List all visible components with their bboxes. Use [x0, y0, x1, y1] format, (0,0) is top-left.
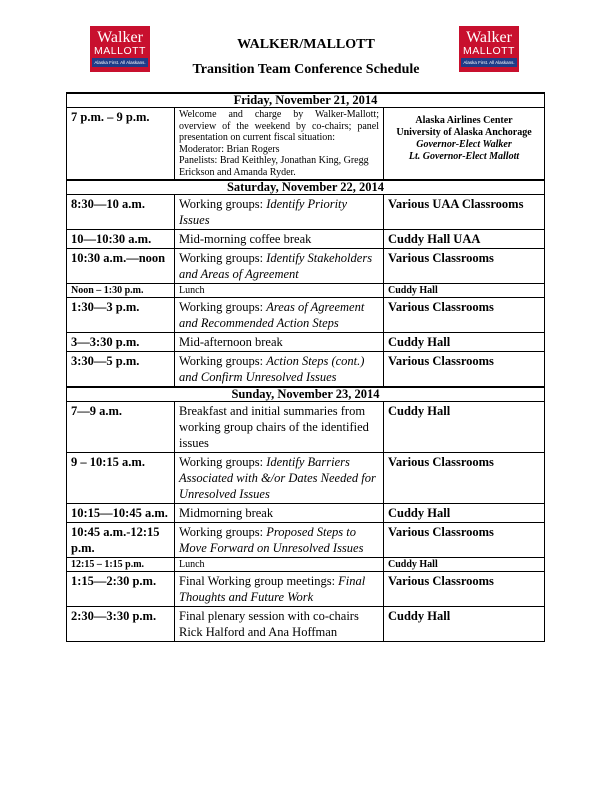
- page-title: WALKER/MALLOTT: [237, 37, 375, 52]
- host-governor: Governor-Elect Walker: [416, 139, 512, 150]
- session-label: Working groups:: [179, 300, 267, 314]
- schedule-row: [67, 607, 545, 642]
- day-header-saturday: Saturday, November 22, 2014: [67, 180, 545, 195]
- time-cell: 10:15—10:45 a.m.: [67, 504, 175, 523]
- schedule-row: [67, 333, 545, 352]
- logo-name-top: Walker: [466, 29, 512, 46]
- location-cell: Various UAA Classrooms: [384, 195, 545, 230]
- time-cell: 7 p.m. – 9 p.m.: [67, 108, 175, 181]
- session-cell: [175, 572, 384, 607]
- session-cell: [175, 249, 384, 284]
- session-description: Welcome and charge by Walker-Mallott; overview of the weekend by co-chairs; panel presentation on current fiscal situation:: [179, 109, 379, 143]
- schedule-row: [67, 195, 545, 230]
- time-cell: 8:30—10 a.m.: [67, 195, 175, 230]
- session-cell: [175, 352, 384, 388]
- schedule-row: [67, 402, 545, 453]
- venue-institution: University of Alaska Anchorage: [396, 127, 532, 138]
- session-label: Working groups:: [179, 525, 267, 539]
- schedule-row: [67, 249, 545, 284]
- location-cell: Cuddy Hall: [384, 504, 545, 523]
- session-cell: Midmorning break: [175, 504, 384, 523]
- location-cell: Cuddy Hall: [384, 558, 545, 572]
- location-cell: Cuddy Hall: [384, 402, 545, 453]
- day-header-row: [67, 180, 545, 195]
- logo-name-bottom: MALLOTT: [463, 45, 515, 57]
- time-cell: 1:30—3 p.m.: [67, 298, 175, 333]
- schedule-row: [67, 572, 545, 607]
- session-cell: [175, 523, 384, 558]
- location-cell: Cuddy Hall: [384, 333, 545, 352]
- session-cell: [175, 108, 384, 181]
- schedule-row: [67, 352, 545, 388]
- time-cell: 3:30—5 p.m.: [67, 352, 175, 388]
- location-cell: Various Classrooms: [384, 298, 545, 333]
- schedule-row: [67, 453, 545, 504]
- session-cell: Final plenary session with co-chairs Rick Halford and Ana Hoffman: [175, 607, 384, 642]
- schedule-row: [67, 284, 545, 298]
- location-cell: Cuddy Hall: [384, 284, 545, 298]
- session-panelists: Panelists: Brad Keithley, Jonathan King, Gregg Erickson and Amanda Ryder.: [179, 155, 369, 178]
- schedule-row: [67, 504, 545, 523]
- session-cell: [175, 298, 384, 333]
- time-cell: 10:45 a.m.-12:15 p.m.: [67, 523, 175, 558]
- schedule-row: [67, 523, 545, 558]
- schedule-row: [67, 298, 545, 333]
- location-cell: Various Classrooms: [384, 249, 545, 284]
- page-subtitle: Transition Team Conference Schedule: [192, 62, 420, 77]
- logo-tagline: Alaska First. All Alaskans.: [461, 58, 517, 67]
- day-header-row: [67, 387, 545, 402]
- location-cell: Various Classrooms: [384, 572, 545, 607]
- session-topic: Identify Priority Issues: [179, 197, 348, 227]
- day-header-friday: Friday, November 21, 2014: [67, 93, 545, 108]
- session-label: Working groups:: [179, 455, 267, 469]
- session-moderator: Moderator: Brian Rogers: [179, 143, 280, 155]
- session-label: Working groups:: [179, 354, 267, 368]
- time-cell: 7—9 a.m.: [67, 402, 175, 453]
- time-cell: 12:15 – 1:15 p.m.: [67, 558, 175, 572]
- session-cell: Lunch: [175, 284, 384, 298]
- session-label: Final Working group meetings:: [179, 574, 339, 588]
- time-cell: 2:30—3:30 p.m.: [67, 607, 175, 642]
- logo-name-bottom: MALLOTT: [94, 45, 146, 57]
- schedule-table: [66, 92, 545, 642]
- session-topic: Identify Stakeholders and Areas of Agreement: [179, 251, 373, 281]
- session-cell: Mid-morning coffee break: [175, 230, 384, 249]
- time-cell: 9 – 10:15 a.m.: [67, 453, 175, 504]
- location-cell: Various Classrooms: [384, 352, 545, 388]
- session-topic: Action Steps (cont.) and Confirm Unresolved Issues: [179, 354, 365, 384]
- day-header-row: [67, 93, 545, 108]
- location-cell: Various Classrooms: [384, 453, 545, 504]
- time-cell: 10:30 a.m.—noon: [67, 249, 175, 284]
- schedule-row: [67, 108, 545, 181]
- time-cell: Noon – 1:30 p.m.: [67, 284, 175, 298]
- day-header-sunday: Sunday, November 23, 2014: [67, 387, 545, 402]
- schedule-row: [67, 558, 545, 572]
- session-topic: Final Thoughts and Future Work: [179, 574, 366, 604]
- time-cell: 1:15—2:30 p.m.: [67, 572, 175, 607]
- schedule-row: [67, 230, 545, 249]
- session-cell: [175, 195, 384, 230]
- session-cell: [175, 453, 384, 504]
- session-cell: Lunch: [175, 558, 384, 572]
- session-topic: Areas of Agreement and Recommended Action Steps: [179, 300, 365, 330]
- time-cell: 10—10:30 a.m.: [67, 230, 175, 249]
- location-cell: Cuddy Hall: [384, 607, 545, 642]
- session-label: Working groups:: [179, 197, 267, 211]
- session-cell: Breakfast and initial summaries from working group chairs of the identified issues: [175, 402, 384, 453]
- location-cell: Cuddy Hall UAA: [384, 230, 545, 249]
- host-lt-governor: Lt. Governor-Elect Mallott: [408, 151, 520, 162]
- location-cell: [384, 108, 545, 181]
- session-cell: Mid-afternoon break: [175, 333, 384, 352]
- session-label: Working groups:: [179, 251, 267, 265]
- logo-tagline: Alaska First. All Alaskans.: [92, 58, 148, 67]
- venue-name: Alaska Airlines Center: [415, 115, 513, 126]
- session-topic: Proposed Steps to Move Forward on Unresolved Issues: [179, 525, 364, 555]
- session-topic: Identify Barriers Associated with &/or Dates Needed for Unresolved Issues: [179, 455, 376, 501]
- location-cell: Various Classrooms: [384, 523, 545, 558]
- venue-block: [388, 109, 540, 163]
- logo-name-top: Walker: [97, 29, 143, 46]
- time-cell: 3—3:30 p.m.: [67, 333, 175, 352]
